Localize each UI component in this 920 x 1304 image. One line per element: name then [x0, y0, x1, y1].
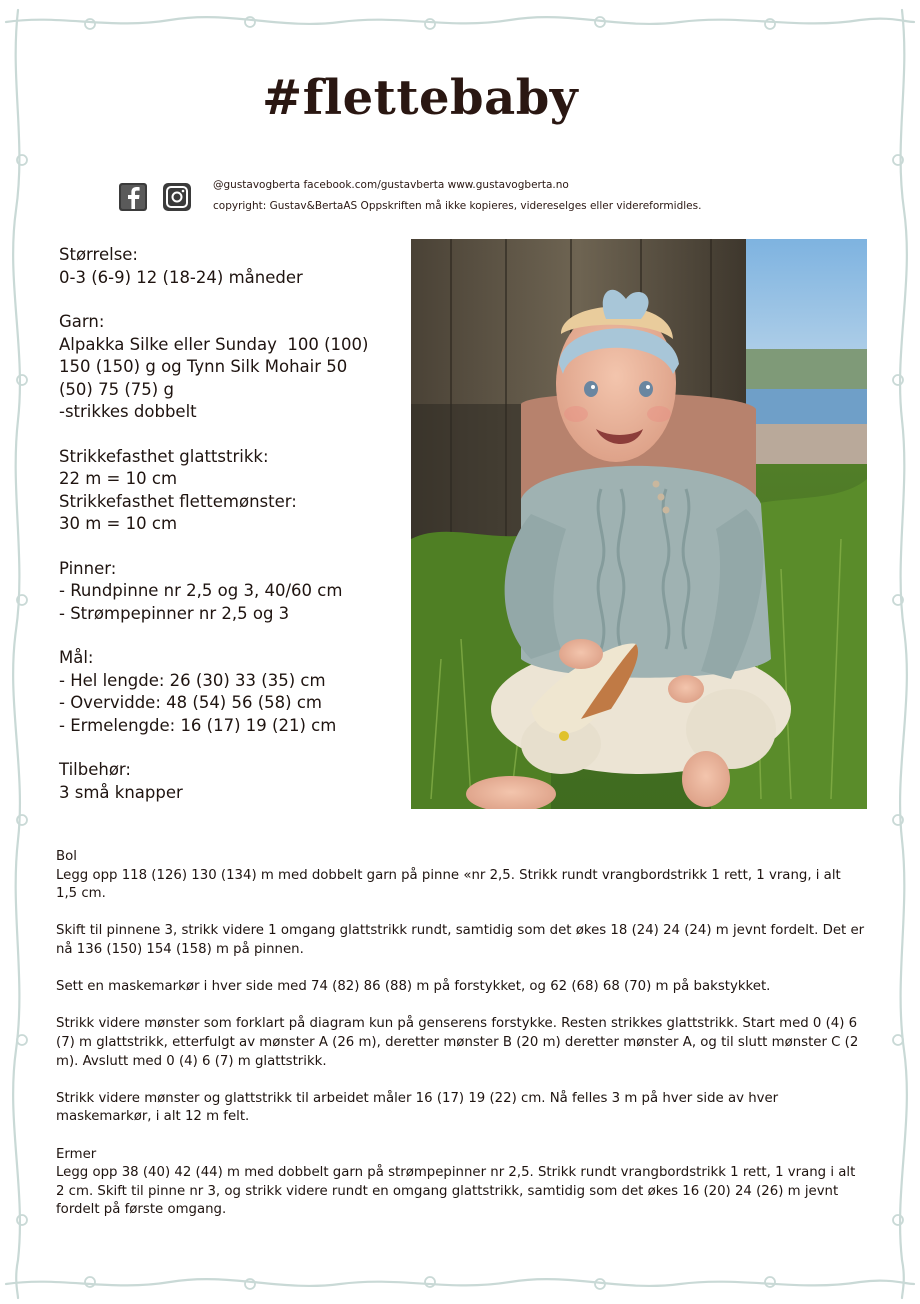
spec-value: 0-3 (6-9) 12 (18-24) måneder [59, 267, 303, 287]
spec-value: Alpakka Silke eller Sunday 100 (100) [59, 334, 369, 354]
instruction-text: Sett en maskemarkør i hver side med 74 (82) 86 (88) m på forstykket, og 62 (68) 68 (70) m på bakstykket. [56, 979, 771, 995]
spec-value: - Overvidde: 48 (54) 56 (58) cm [59, 693, 322, 712]
spec-value: - Rundpinne nr 2,5 og 3, 40/60 cm [59, 581, 343, 600]
spec-value: - Strømpepinner nr 2,5 og 3 [59, 603, 290, 623]
spec-value: 30 m = 10 cm [59, 514, 178, 533]
spec-value: 3 små knapper [59, 782, 183, 802]
spec-heading: Tilbehør: [59, 760, 131, 779]
spec-yarn [59, 311, 399, 424]
spec-value: 150 (150) g og Tynn Silk Mohair 50 [59, 357, 348, 376]
spec-size [59, 244, 399, 289]
page-title: #flettebaby [262, 70, 579, 126]
spec-value: 22 m = 10 cm [59, 469, 178, 488]
instruction-text: Strikk videre mønster og glattstrikk til arbeidet måler 16 (17) 19 (22) cm. Nå felles 3 m på hver side av hver maskemarkør, i alt 12 m felt. [56, 1090, 779, 1125]
frame-left-border [13, 10, 20, 1298]
pattern-specifications [59, 244, 399, 826]
knitting-instructions [56, 848, 866, 1238]
spec-value: - Ermelengde: 16 (17) 19 (21) cm [59, 715, 337, 735]
copyright-notice: copyright: Gustav&BertaAS Oppskriften må ikke kopieres, videreselges eller videreformidles. [213, 200, 702, 212]
spec-heading: Strikkefasthet glattstrikk: [59, 446, 269, 466]
spec-value: - Hel lengde: 26 (30) 33 (35) cm [59, 670, 326, 690]
instruction-text: Strikk videre mønster som forklart på diagram kun på genserens forstykke. Resten strikkes glattstrikk. Start med 0 (4) 6 (7) m glattstrikk, etterfulgt av mønster A (26 m), deretter mønster B (20 m) deretter mønster A, og til slutt mønster C (2 m). Avslutt med 0 (4) 6 (7) m glattstrikk. [56, 1016, 859, 1069]
baby-sweater-photo [411, 239, 867, 809]
spec-heading: Garn: [59, 312, 105, 331]
spec-gauge [59, 446, 399, 536]
spec-value: (50) 75 (75) g [59, 379, 174, 399]
facebook-icon[interactable] [118, 182, 148, 212]
instruction-text: Skift til pinnene 3, strikk videre 1 omgang glattstrikk rundt, samtidig som det økes 18 (24) 24 (24) m jevnt fordelt. Det er nå 136 (150) 154 (158) m på pinnen. [56, 923, 865, 957]
spec-needles [59, 558, 399, 626]
spec-value: -strikkes dobbelt [59, 402, 197, 421]
instruction-paragraph [56, 1090, 866, 1127]
frame-top-border [6, 17, 914, 24]
spec-measurements [59, 647, 399, 737]
instruction-paragraph [56, 1146, 866, 1220]
instruction-paragraph [56, 1015, 866, 1071]
instruction-text: Legg opp 38 (40) 42 (44) m med dobbelt garn på strømpepinner nr 2,5. Strikk rundt vrangbordstrikk 1 rett, 1 vrang i alt 2 cm. Skift til pinne nr 3, og strikk videre rundt en omgang glattstrikk, samtidig som det økes 16 (20) 24 (26) m jevnt fordelt på første omgang. [56, 1165, 856, 1218]
spec-heading: Mål: [59, 648, 94, 667]
instruction-paragraph [56, 978, 866, 997]
spec-value: Strikkefasthet flettemønster: [59, 491, 297, 511]
section-heading: Bol [56, 849, 77, 864]
spec-heading: Pinner: [59, 558, 117, 578]
contact-links: @gustavogberta facebook.com/gustavberta www.gustavogberta.no [213, 179, 569, 191]
spec-heading: Størrelse: [59, 245, 138, 264]
instruction-paragraph [56, 848, 866, 904]
frame-right-border [900, 10, 907, 1298]
instruction-paragraph [56, 922, 866, 959]
instagram-icon[interactable] [162, 182, 192, 212]
instruction-text: Legg opp 118 (126) 130 (134) m med dobbelt garn på pinne «nr 2,5. Strikk rundt vrangbordstrikk 1 rett, 1 vrang, i alt 1,5 cm. [56, 867, 841, 902]
frame-bottom-border [6, 1279, 914, 1286]
section-heading: Ermer [56, 1146, 97, 1162]
spec-notions [59, 759, 399, 804]
